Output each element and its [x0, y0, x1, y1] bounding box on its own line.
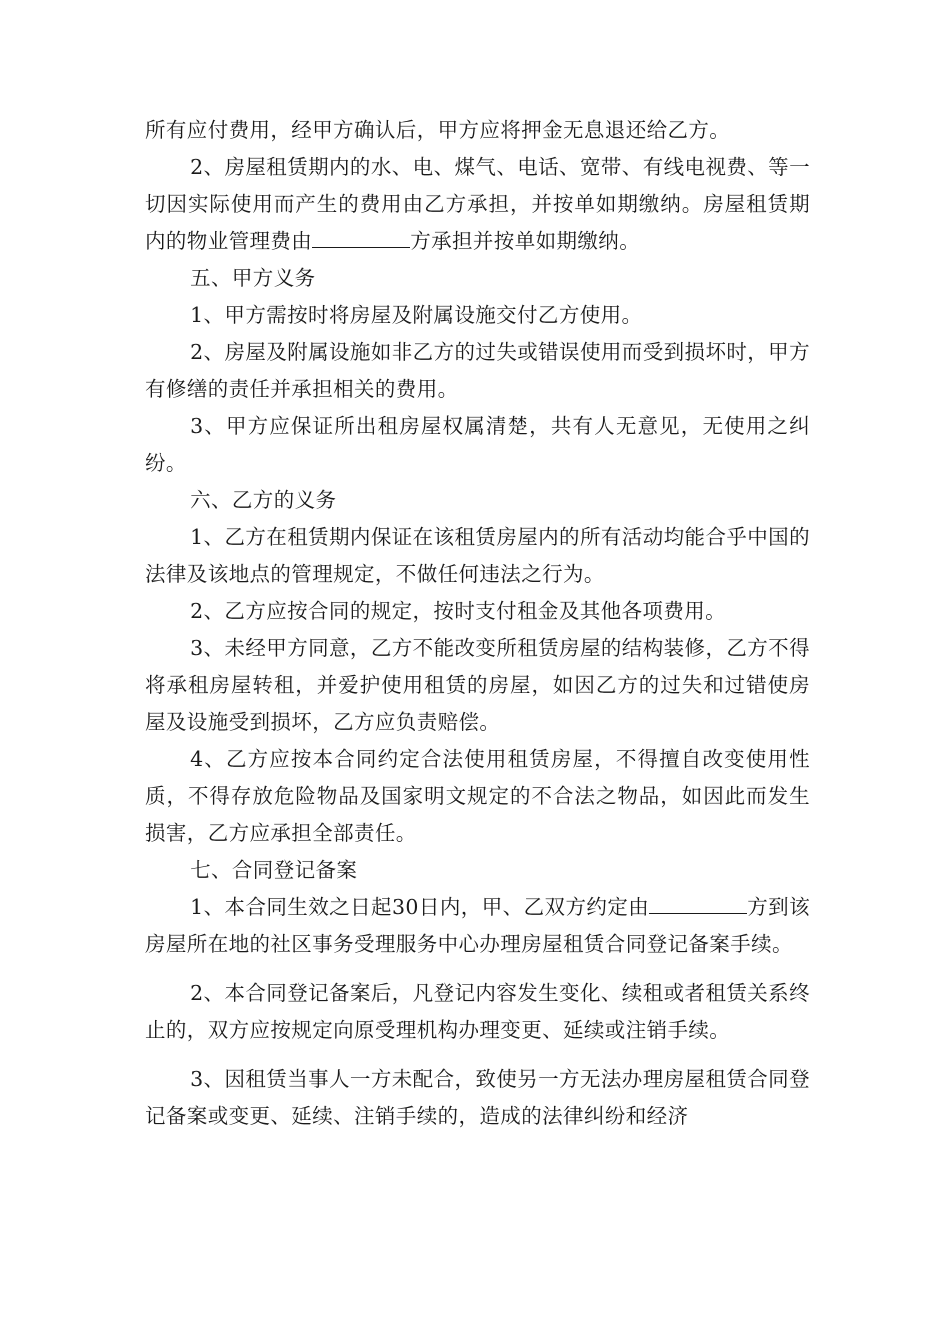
paragraph-registration-2: [145, 975, 810, 1049]
fill-in-blank: [649, 891, 747, 914]
heading-text: 七、合同登记备案: [190, 858, 358, 882]
paragraph-text: 1、乙方在租赁期内保证在该租赁房屋内的所有活动均能合乎中国的法律及该地点的管理规定，不做任何违法之行为。: [145, 525, 810, 586]
paragraph-b-duty-1: [145, 519, 810, 593]
paragraph-b-duty-4: [145, 741, 810, 852]
paragraph-text: 2、本合同登记备案后，凡登记内容发生变化、续租或者租赁关系终止的，双方应按规定向原受理机构办理变更、延续或注销手续。: [145, 981, 810, 1042]
paragraph-text: 3、因租赁当事人一方未配合，致使另一方无法办理房屋租赁合同登记备案或变更、延续、注销手续的，造成的法律纠纷和经济: [145, 1067, 810, 1128]
section-heading-party-b-duties: [145, 482, 810, 519]
section-heading-party-a-duties: [145, 260, 810, 297]
paragraph-text: 1、甲方需按时将房屋及附属设施交付乙方使用。: [190, 303, 643, 327]
paragraph-registration-1: [145, 889, 810, 963]
paragraph-utilities: [145, 149, 810, 260]
paragraph-text: 2、乙方应按合同的规定，按时支付租金及其他各项费用。: [190, 599, 727, 623]
paragraph-text: 2、房屋租赁期内的水、电、煤气、电话、宽带、有线电视费、等一切因实际使用而产生的费用由乙方承担，并按单如期缴纳。房屋租赁期内的物业管理费由: [145, 155, 810, 253]
paragraph-a-duty-2: [145, 334, 810, 408]
fill-in-blank: [312, 225, 410, 248]
paragraph-text: 2、房屋及附属设施如非乙方的过失或错误使用而受到损坏时，甲方有修缮的责任并承担相关的费用。: [145, 340, 810, 401]
paragraph-registration-3: [145, 1061, 810, 1135]
heading-text: 六、乙方的义务: [190, 488, 337, 512]
paragraph-text: 4、乙方应按本合同约定合法使用租赁房屋，不得擅自改变使用性质，不得存放危险物品及国家明文规定的不合法之物品，如因此而发生损害，乙方应承担全部责任。: [145, 747, 810, 845]
paragraph-text: 3、甲方应保证所出租房屋权属清楚，共有人无意见，无使用之纠纷。: [145, 414, 810, 475]
paragraph-text-after-blank: 方承担并按单如期缴纳。: [410, 229, 641, 253]
paragraph-a-duty-3: [145, 408, 810, 482]
paragraph-text: 1、本合同生效之日起30日内，甲、乙双方约定由: [190, 895, 650, 919]
paragraph-b-duty-3: [145, 630, 810, 741]
paragraph-text: 所有应付费用，经甲方确认后，甲方应将押金无息退还给乙方。: [145, 118, 731, 142]
paragraph-text-after-blank: 方到该房屋所在地的社区事务受理服务中心办理房屋租赁合同登记备案手续。: [145, 895, 811, 956]
paragraph-text: 3、未经甲方同意，乙方不能改变所租赁房屋的结构装修，乙方不得将承租房屋转租，并爱护使用租赁的房屋，如因乙方的过失和过错使房屋及设施受到损坏，乙方应负责赔偿。: [145, 636, 810, 734]
paragraph-deposit-refund: [145, 112, 810, 149]
section-heading-registration: [145, 852, 810, 889]
paragraph-a-duty-1: [145, 297, 810, 334]
paragraph-b-duty-2: [145, 593, 810, 630]
document-body: [145, 112, 810, 1135]
heading-text: 五、甲方义务: [190, 266, 316, 290]
